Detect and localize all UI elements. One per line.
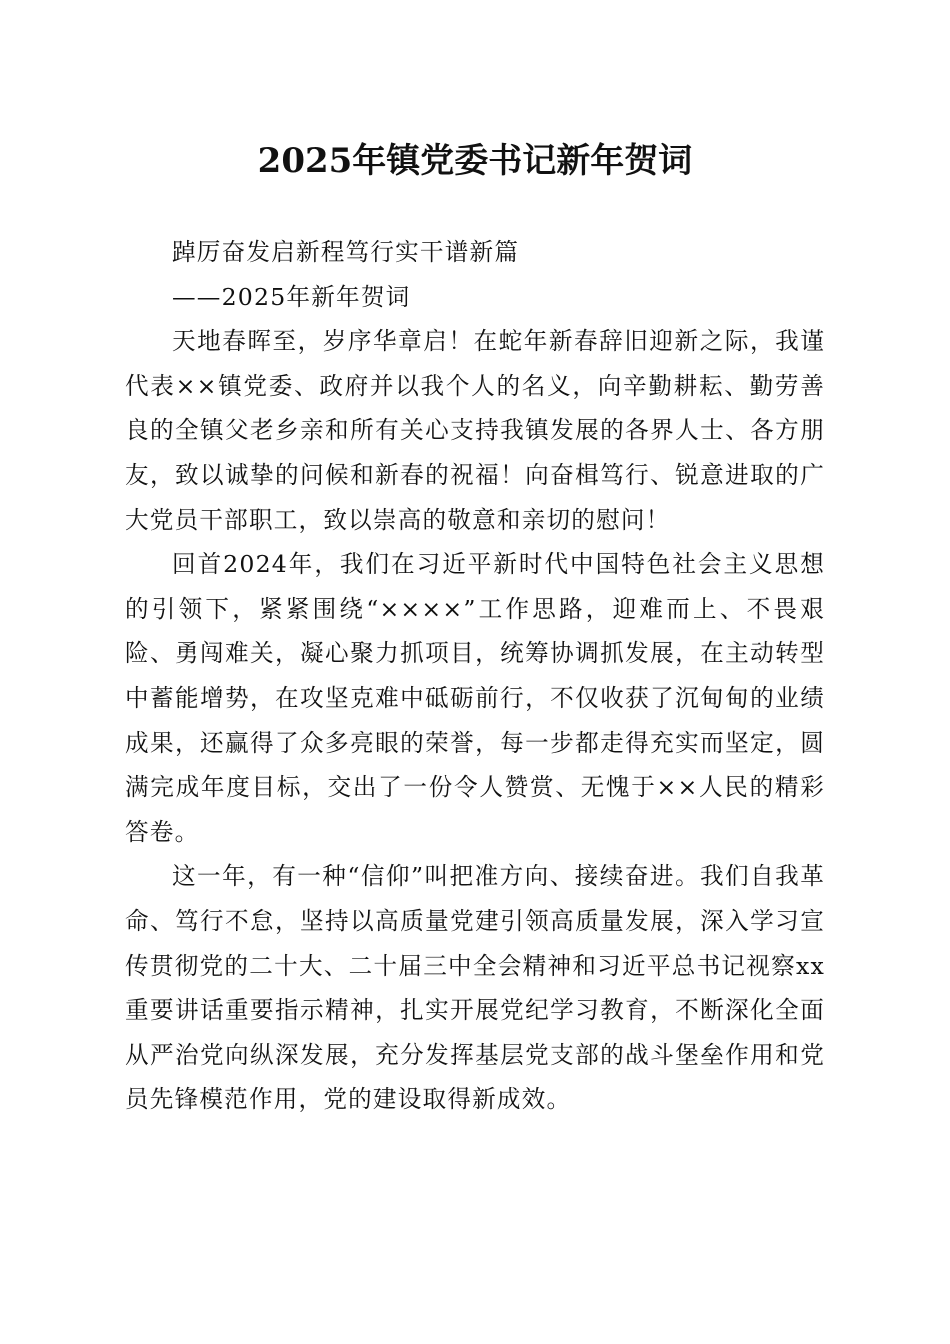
subtitle: 踔厉奋发启新程笃行实干谱新篇	[172, 238, 520, 266]
subtitle-2: ——2025年新年贺词	[172, 282, 411, 311]
paragraph-2: 回首2024年，我们在习近平新时代中国特色社会主义思想的引领下，紧紧围绕“××××”工作思路，迎难而上、不畏艰险、勇闯难关，凝心聚力抓项目，统筹协调抓发展，在主动转型中蓄能增势，在攻坚克难中砥砺前行，不仅收获了沉甸甸的业绩成果，还赢得了众多亮眼的荣誉，每一步都走得充实而坚定，圆满完成年度目标，交出了一份令人赞赏、无愧于××人民的精彩答卷。	[125, 550, 825, 846]
page-title: 2025年镇党委书记新年贺词	[257, 141, 693, 181]
paragraph-3: 这一年，有一种“信仰”叫把准方向、接续奋进。我们自我革命、笃行不怠，坚持以高质量党建引领高质量发展，深入学习宣传贯彻党的二十大、二十届三中全会精神和习近平总书记视察xx重要讲话重要指示精神，扎实开展党纪学习教育，不断深化全面从严治党向纵深发展，充分发挥基层党支部的战斗堡垒作用和党员先锋模范作用，党的建设取得新成效。	[125, 862, 825, 1114]
paragraph-1: 天地春晖至，岁序华章启！在蛇年新春辞旧迎新之际，我谨代表××镇党委、政府并以我个人的名义，向辛勤耕耘、勤劳善良的全镇父老乡亲和所有关心支持我镇发展的各界人士、各方朋友，致以诚挚的问候和新春的祝福！向奋楫笃行、锐意进取的广大党员干部职工，致以崇高的敬意和亲切的慰问！	[125, 327, 825, 534]
document-body	[125, 230, 825, 1122]
